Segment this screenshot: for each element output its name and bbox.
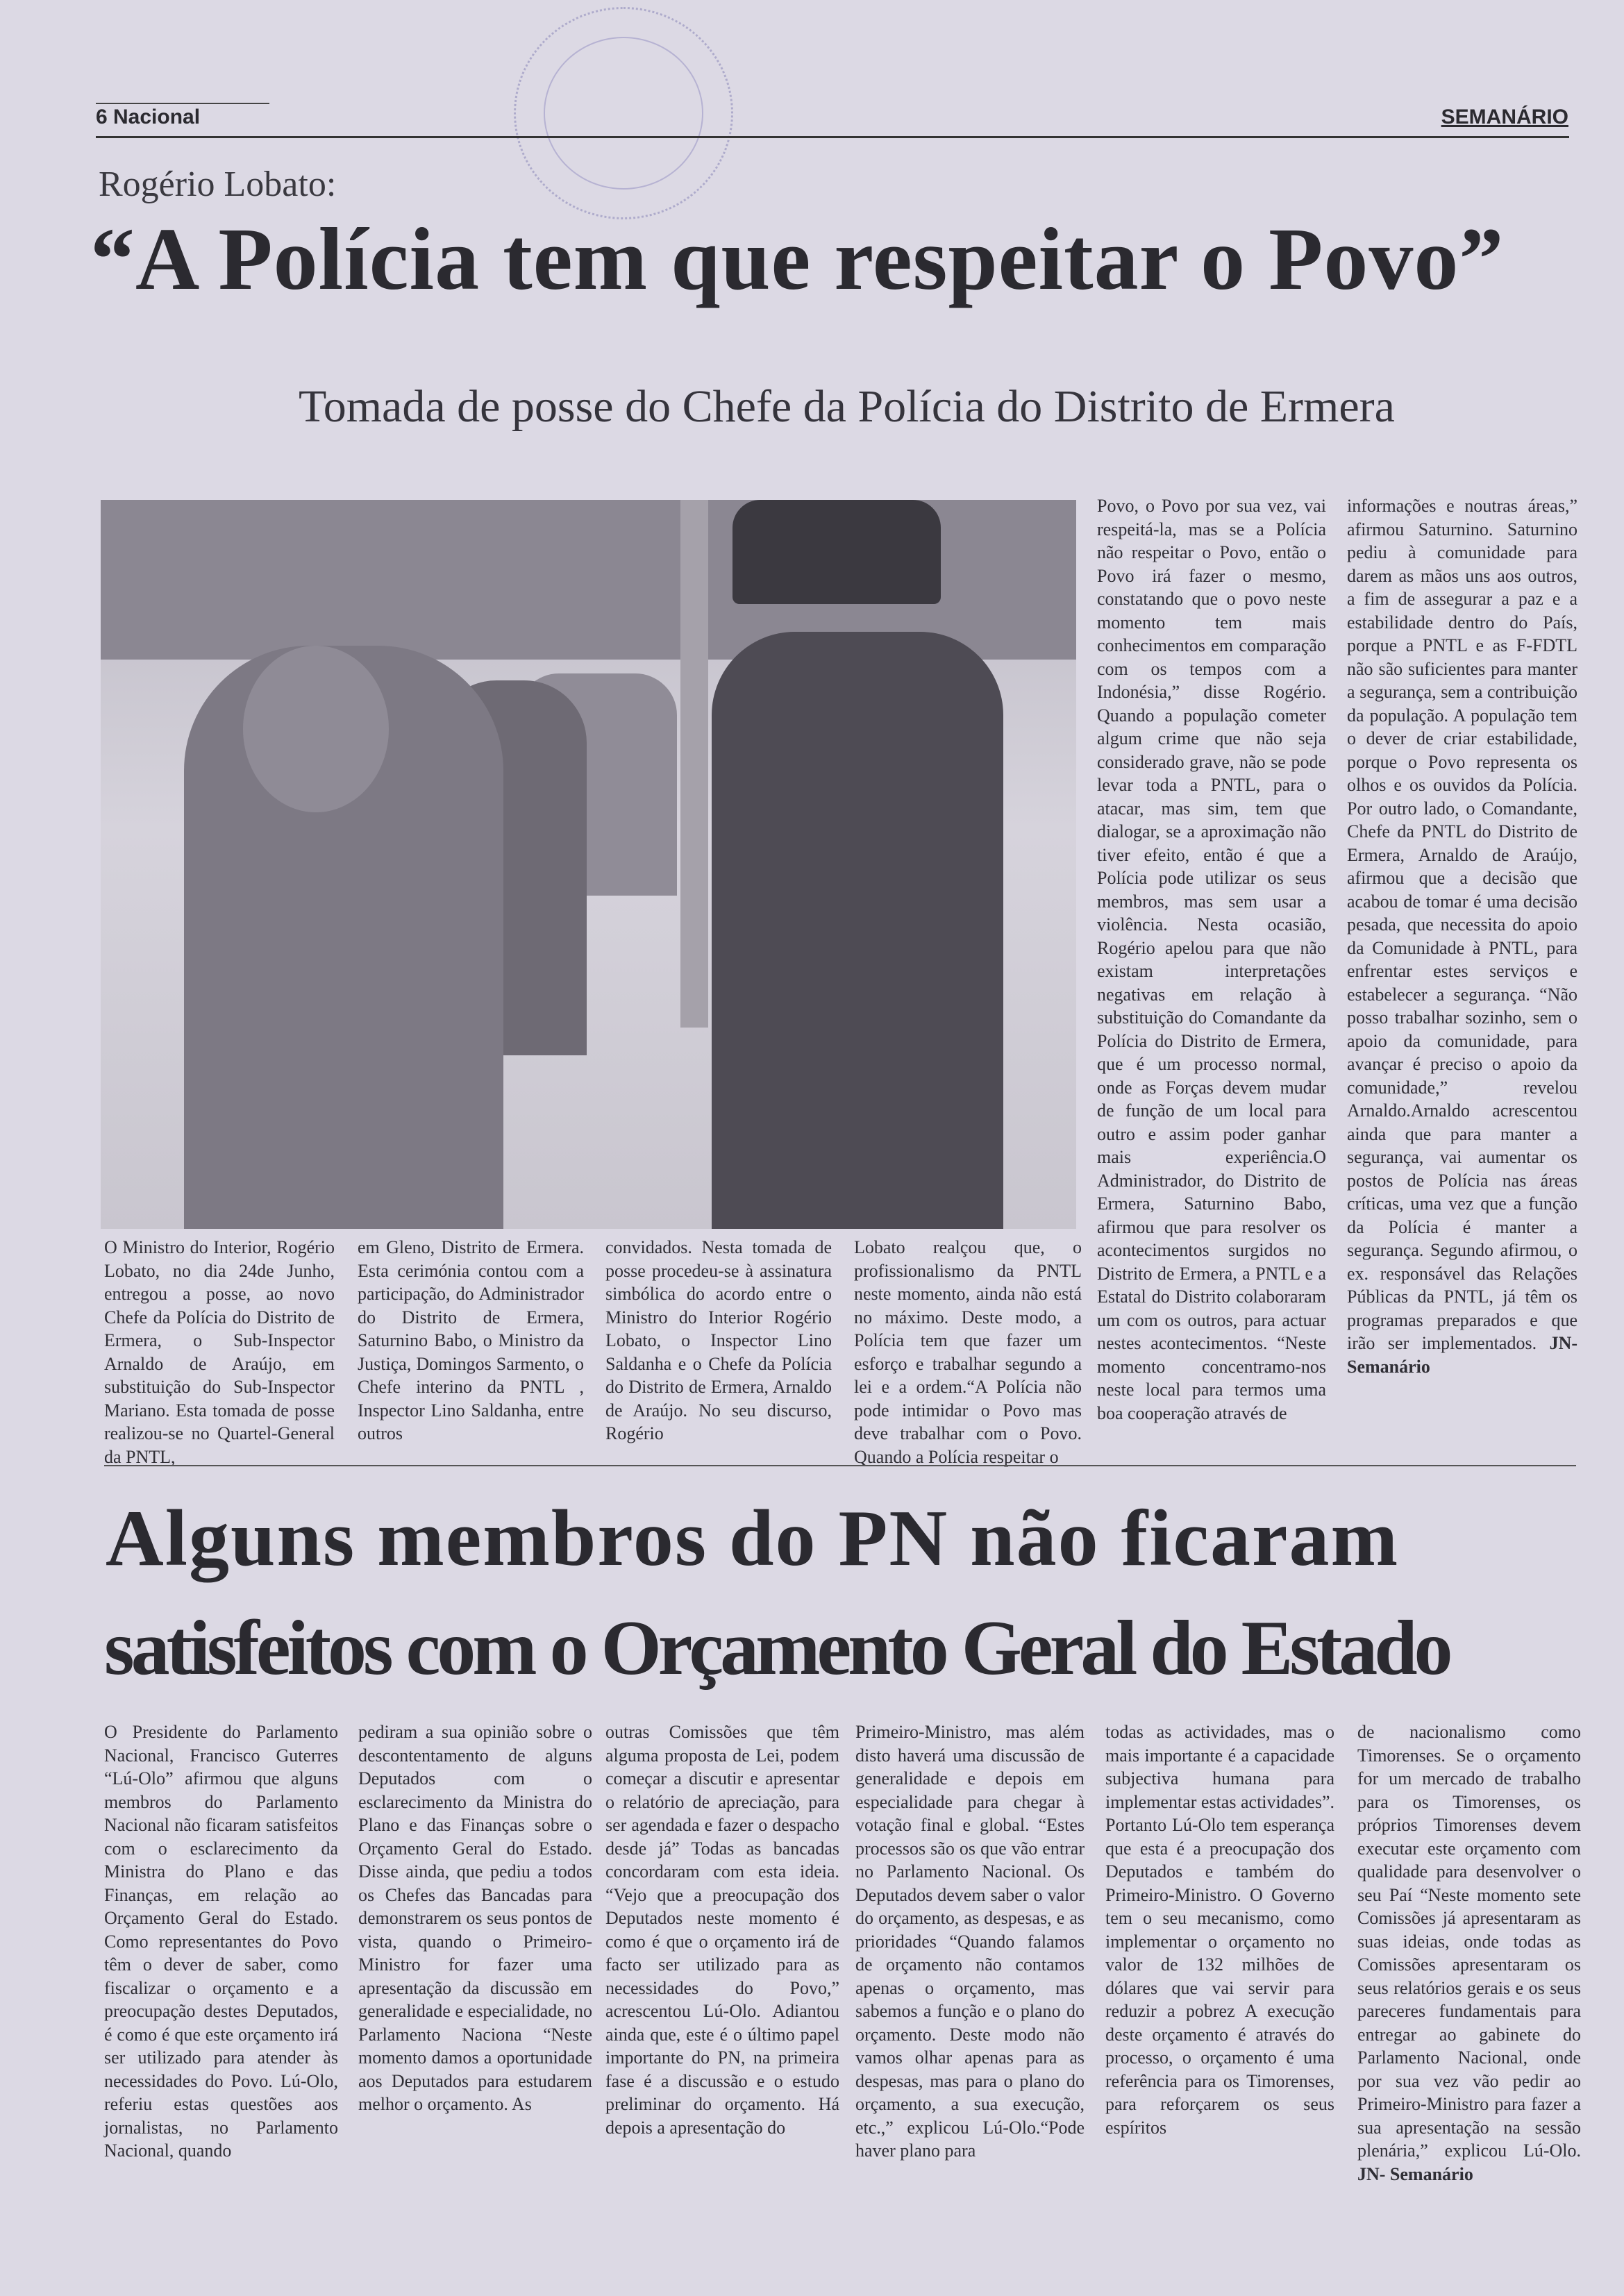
article2-column-3: outras Comissões que têm alguma proposta de Lei, podem começar a discutir e apresentar o relatório de apreciação, para ser agendada e fazer o despacho desde já” Todas as bancadas concordaram com esta ideia. “Vejo que a preocupação dos Deputados neste momento é como é que o orçamento irá de facto ser utilizado para as necessidades do Povo,” acrescentou Lú-Olo. Adiantou ainda que, este é o último papel importante do PN, na primeira fase é a discussão e o estudo preliminar do orçamento. Há depois a apresentação do — [605, 1722, 839, 2138]
article2-signature: JN- Semanário — [1357, 2163, 1473, 2184]
article1-column-4: Lobato realçou que, o profissionalismo da PNTL neste momento, ainda não está no máximo. Deste modo, a Polícia tem que fazer um esforço e trabalhar segundo a lei e a ordem.“A Polícia não pode intimidar o Povo mas deve trabalhar com o Povo. Quando a Polícia respeitar o — [854, 1237, 1082, 1467]
article2-headline-line2: satisfeitos com o Orçamento Geral do Estado — [104, 1605, 1450, 1691]
article2-column-1: O Presidente do Parlamento Nacional, Francisco Guterres “Lú-Olo” afirmou que alguns membros do Parlamento Nacional não ficaram satisfeitos com o esclarecimento da Ministra do Plano e das Finanças, em relação ao Orçamento Geral do Estado. Como representantes do Povo têm o dever de saber, como fiscalizar o orçamento e a preocupação destes Deputados, é como é que este orçamento irá ser utilizado para atender às necessidades do Povo. Lú-Olo, referiu estas questões aos jornalistas, no Parlamento Nacional, quando — [104, 1722, 338, 2161]
article2-headline-line1: Alguns membros do PN não ficaram — [106, 1494, 1400, 1583]
section-label: 6 Nacional — [96, 106, 201, 128]
article1-column-3: convidados. Nesta tomada de posse procedeu-se à assinatura simbólica do acordo entre o Ministro do Interior Rogério Lobato, o Inspector Lino Saldanha e o Chefe da Polícia do Distrito de Ermera, Arnaldo de Araújo. No seu discurso, Rogério — [605, 1237, 832, 1443]
article1-kicker: Rogério Lobato: — [99, 165, 337, 204]
page-header — [96, 103, 1569, 138]
article2-column-5: todas as actividades, mas o mais importante é a capacidade subjectiva humana para implementar estas actividades”. Portanto Lú-Olo tem esperança que esta é a preocupação dos Deputados e também do Primeiro-Ministro. O Governo tem o seu mecanismo, como implementar o orçamento no valor de 132 milhões de dólares que vai servir para reduzir a pobrez A execução deste orçamento é através do processo, o orçamento é uma referência para os Timorenses, para reforçarem os seus espíritos — [1105, 1722, 1334, 2138]
newspaper-name: SEMANÁRIO — [1441, 106, 1568, 128]
article1-column-2: em Gleno, Distrito de Ermera. Esta cerimónia contou com a participação, do Administrador do Distrito de Ermera, Saturnino Babo, o Ministro da Justiça, Domingos Sarmento, o Chefe interino da PNTL , Inspector Lino Saldanha, entre outros — [358, 1237, 584, 1443]
news-photo — [101, 500, 1076, 1229]
article-divider — [104, 1465, 1576, 1466]
article1-column-6: informações e noutras áreas,” afirmou Saturnino. Saturnino pediu à comunidade para darem as mãos uns aos outros, a fim de assegurar a paz e a estabilidade dentro do País, porque a PNTL e as F-FDTL não são suficientes para manter a segurança, sem a contribuição da população. A população tem o dever de criar estabilidade, porque o Povo representa os olhos e os ouvidos da Polícia. Por outro lado, o Comandante, Chefe da PNTL do Distrito de Ermera, Arnaldo de Araújo, afirmou que a decisão que acabou de tomar é uma decisão pesada, que necessita do apoio da Comunidade à PNTL, para enfrentar estes serviços e estabelecer a segurança. “Não posso trabalhar sozinho, sem o apoio da comunidade, para avançar é preciso o apoio da comunidade,” revelou Arnaldo.Arnaldo acrescentou ainda que para manter a segurança, vai aumentar os postos de Polícia nas áreas críticas, uma vez que a função da Polícia é manter a segurança. Segundo afirmou, o ex. responsável das Relações Públicas da PNTL, já têm os programas preparados e que irão ser implementados. JN-Semanário — [1347, 496, 1577, 1377]
article2-column-4: Primeiro-Ministro, mas além disto haverá uma discussão de generalidade e depois em especialidade para chegar à votação final e global. “Estes processos são os que vão entrar no Parlamento Nacional. Os Deputados devem saber o valor do orçamento, as despesas, e as prioridades “Quando falamos de orçamento não contamos apenas o orçamento, mas sabemos a função e o plano do orçamento. Deste modo não vamos olhar apenas para as despesas, mas para o plano do orçamento, a sua execução, etc.,” explicou Lú-Olo.“Pode haver plano para — [855, 1722, 1085, 2161]
article1-subhead: Tomada de posse do Chefe da Polícia do Distrito de Ermera — [299, 381, 1395, 432]
article2-column-6: de nacionalismo como Timorenses. Se o orçamento for um mercado de trabalho para os Timorenses, os próprios Timorenses devem executar este orçamento com qualidade para desenvolver o seu Paí “Neste momento sete Comissões já apresentaram as suas ideias, onde todas as Comissões apresentaram os seus relatórios gerais e os seus pareceres fundamentais para entregar ao gabinete do Parlamento Nacional, onde por sua vez vão pedir ao Primeiro-Ministro para fazer a sua apresentação na sessão plenária,” explicou Lú-Olo. JN- Semanário — [1357, 1722, 1581, 2184]
article2-column-2: pediram a sua opinião sobre o descontentamento de alguns Deputados com o esclarecimento da Ministra do Plano e das Finanças sobre o Orçamento Geral do Estado. Disse ainda, que pediu a todos os Chefes das Bancadas para demonstrarem os seus pontos de vista, quando o Primeiro-Ministro for fazer uma apresentação da discussão em generalidade e especialidade, no Parlamento Naciona “Neste momento damos a oportunidade aos Deputados para estudarem melhor o orçamento. As — [358, 1722, 592, 2114]
article1-column-1: O Ministro do Interior, Rogério Lobato, no dia 24de Junho, entregou a posse, ao novo Chefe da Polícia do Distrito de Ermera, o Sub-Inspector Arnaldo de Araújo, em substituição do Sub-Inspector Mariano. Esta tomada de posse realizou-se no Quartel-General da PNTL, — [104, 1237, 335, 1467]
article1-signature: JN-Semanário — [1347, 1333, 1577, 1377]
article1-headline: “A Polícia tem que respeitar o Povo” — [90, 210, 1505, 308]
article1-column-5: Povo, o Povo por sua vez, vai respeitá-la, mas se a Polícia não respeitar o Povo, então o Povo irá fazer o mesmo, constatando que o povo neste momento tem mais conhecimentos em comparação com os tempos com a Indonésia,” disse Rogério. Quando a população cometer algum crime que não seja considerado grave, não se pode levar toda a PNTL, para o atacar, mas sim, tem que dialogar, se a aproximação não tiver efeito, então é que a Polícia pode utilizar os seus membros, mas sem usar a violência. Nesta ocasião, Rogério apelou para que não existam interpretações negativas em relação à substituição do Comandante da Polícia do Distrito de Ermera, que é um processo normal, onde as Forças devem mudar de função de um local para outro e assim poder ganhar mais experiência.O Administrador, do Distrito de Ermera, Saturnino Babo, afirmou que para resolver os acontecimentos surgidos no Distrito de Ermera, a PNTL e a Estatal do Distrito colaboraram um com os outros, para actuar nestes acontecimentos. “Neste momento concentramo-nos neste local para termos uma boa cooperação através de — [1097, 496, 1326, 1423]
